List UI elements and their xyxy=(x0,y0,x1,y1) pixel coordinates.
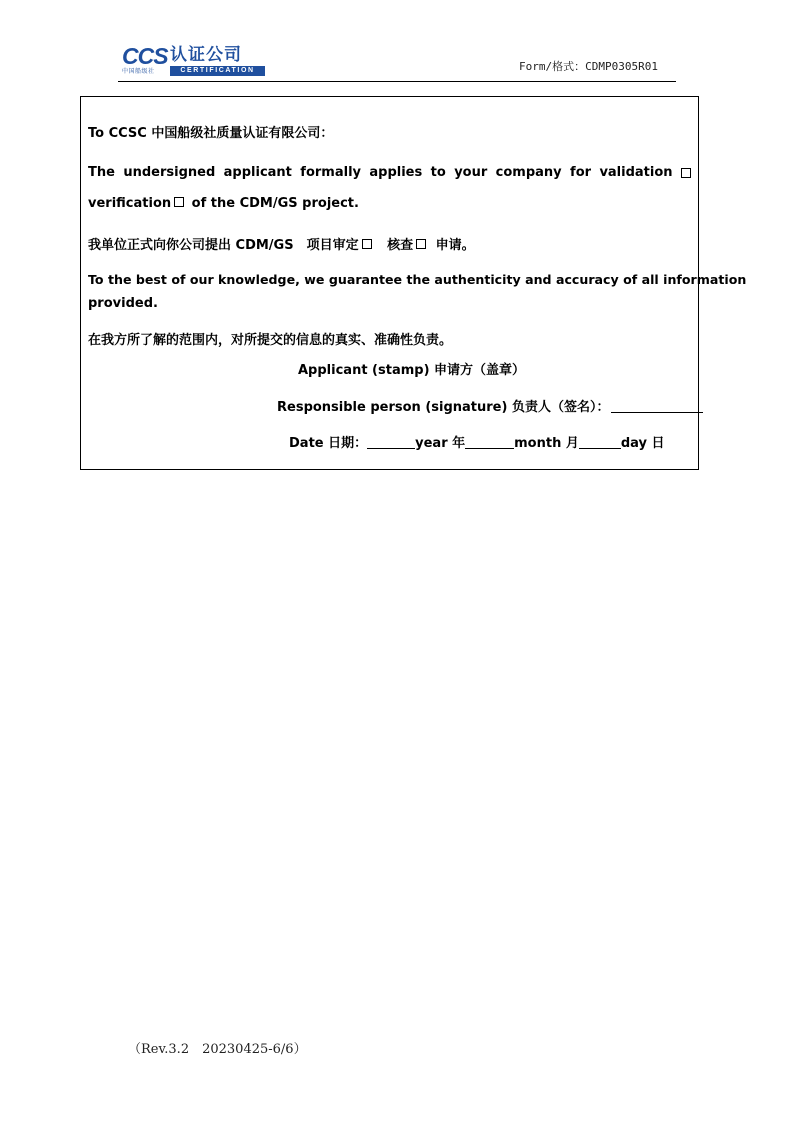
logo-chinese-name: 认证公司 xyxy=(170,45,242,65)
year-label: year 年 xyxy=(415,436,466,451)
statement-word: company xyxy=(495,165,562,180)
guarantee-line-2: provided. xyxy=(88,296,158,311)
statement-word: to xyxy=(430,165,446,180)
month-label: month 月 xyxy=(514,436,579,451)
statement-word: The xyxy=(88,165,115,180)
project-label: of the CDM/GS project. xyxy=(191,196,359,211)
date-line xyxy=(289,436,665,452)
logo-ccs-mark: CCS xyxy=(122,43,168,69)
logo-ccs-subtitle: 中国船级社 xyxy=(122,68,155,75)
statement-word: for xyxy=(570,165,592,180)
verification-checkbox[interactable] xyxy=(174,197,184,207)
responsible-person-line xyxy=(277,400,703,416)
validation-cn-checkbox[interactable] xyxy=(362,239,372,249)
statement-word: formally xyxy=(300,165,361,180)
month-field[interactable] xyxy=(465,436,514,449)
statement-word: your xyxy=(454,165,488,180)
addressee-line: To CCSC 中国船级社质量认证有限公司： xyxy=(88,126,334,141)
application-statement-line xyxy=(88,165,691,181)
chinese-apply-text: 我单位正式向你公司提出 CDM/GS 项目审定 xyxy=(88,238,359,253)
statement-word: undersigned xyxy=(123,165,216,180)
guarantee-line-1: To the best of our knowledge, we guarantee the authenticity and accuracy of all information xyxy=(88,272,747,287)
date-label: Date 日期： xyxy=(289,436,368,451)
applicant-stamp-label: Applicant (stamp) 申请方（盖章） xyxy=(298,363,526,378)
responsible-person-label: Responsible person (signature) 负责人（签名）： xyxy=(277,400,610,415)
day-label: day 日 xyxy=(620,436,665,451)
chinese-apply-end: 申请。 xyxy=(435,238,475,253)
header-divider xyxy=(118,81,676,82)
signature-field[interactable] xyxy=(611,400,703,413)
revision-footer: （Rev.3.2 20230425-6/6） xyxy=(128,1042,307,1057)
verification-line xyxy=(88,196,359,212)
chinese-guarantee-line: 在我方所了解的范围内，对所提交的信息的真实、准确性负责。 xyxy=(88,333,453,348)
chinese-application-line xyxy=(88,238,475,254)
logo-certification-band: CERTIFICATION xyxy=(170,66,265,76)
validation-checkbox[interactable] xyxy=(681,168,691,178)
chinese-verify-label: 核查 xyxy=(387,238,414,253)
year-field[interactable] xyxy=(367,436,415,449)
statement-word: validation xyxy=(599,165,673,180)
ccs-certification-logo xyxy=(120,44,270,78)
statement-word: applicant xyxy=(223,165,292,180)
statement-word: applies xyxy=(369,165,423,180)
verification-label: verification xyxy=(88,196,172,211)
form-code: Form/格式：CDMP0305R01 xyxy=(519,60,658,73)
verification-cn-checkbox[interactable] xyxy=(416,239,426,249)
day-field[interactable] xyxy=(579,436,621,449)
